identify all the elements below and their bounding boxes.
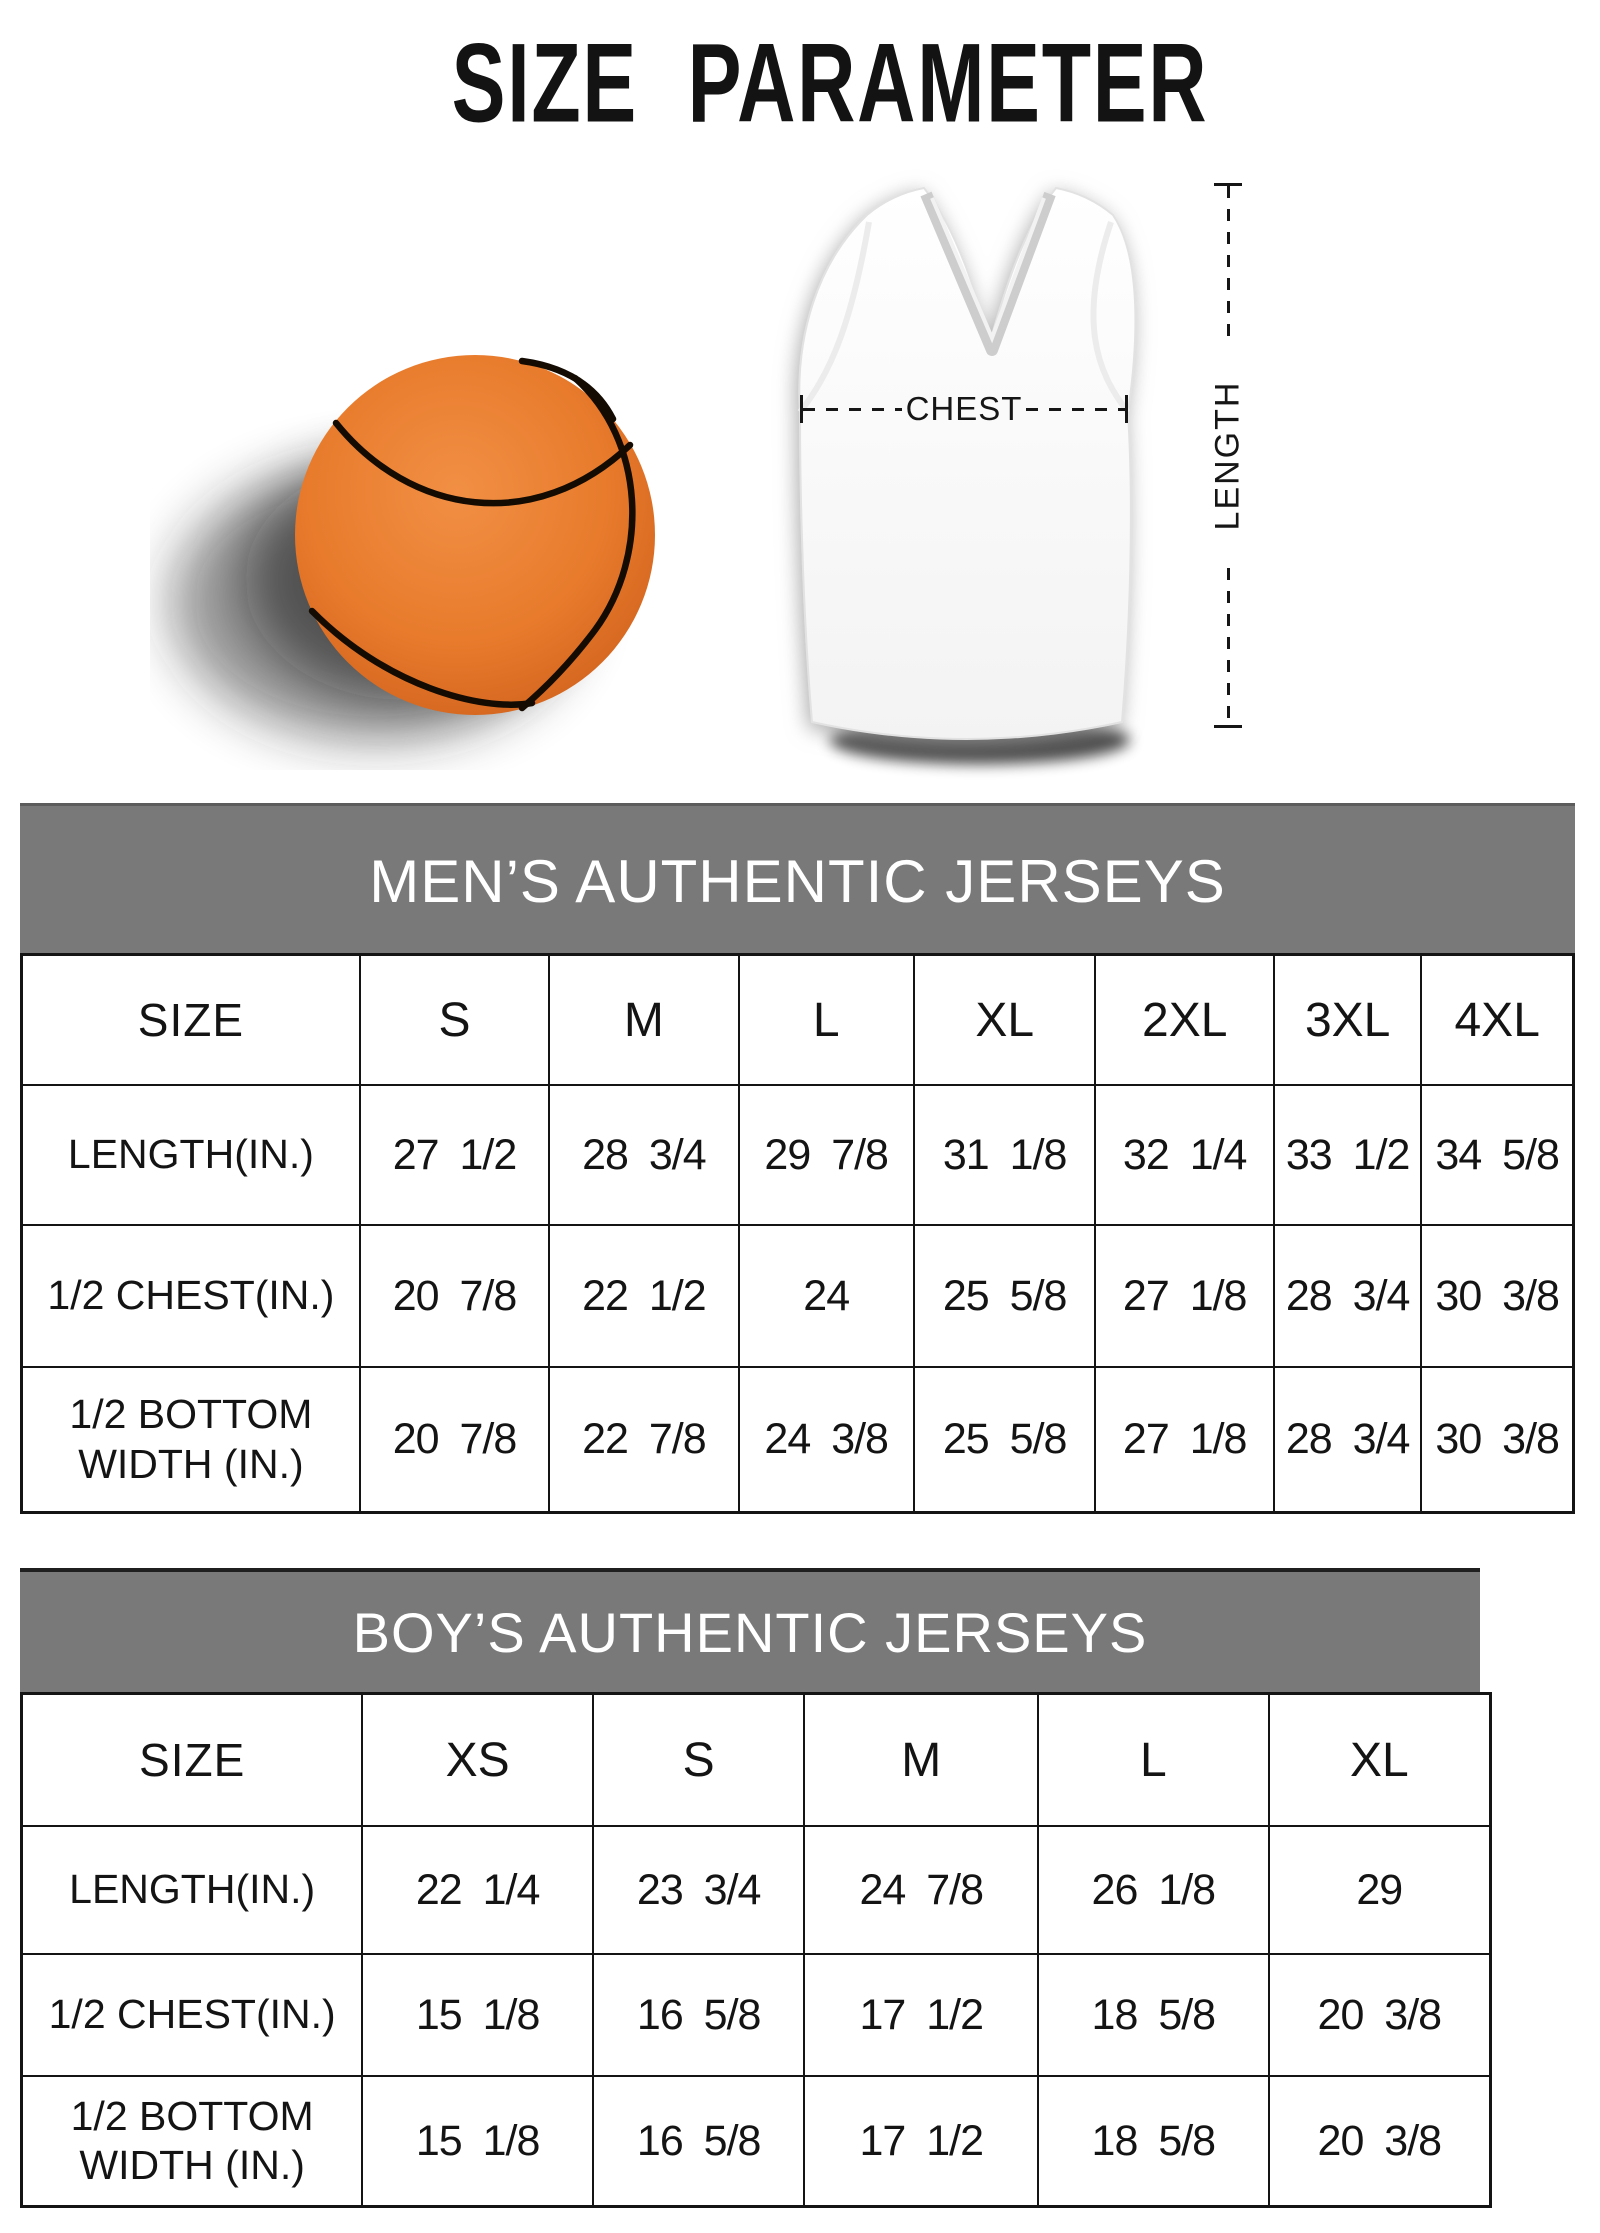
boys-size-table — [20, 1692, 1492, 2208]
mens-size-l: L — [739, 955, 914, 1086]
mens-length-row — [22, 1085, 1574, 1225]
value-cell: 29 — [1269, 1826, 1491, 1954]
chest-measure-line — [800, 390, 1128, 427]
value-cell: 17 1/2 — [804, 2076, 1038, 2207]
chest-tick-right — [1125, 395, 1128, 423]
value-cell: 25 5/8 — [914, 1367, 1096, 1513]
value-cell: 27 1/8 — [1095, 1225, 1273, 1367]
value-cell: 23 3/4 — [593, 1826, 805, 1954]
value-cell: 16 5/8 — [593, 1954, 805, 2076]
value-cell: 22 1/2 — [549, 1225, 738, 1367]
row-label: LENGTH(IN.) — [22, 1826, 363, 1954]
mens-size-s: S — [360, 955, 549, 1086]
length-tick-bottom — [1214, 725, 1242, 728]
value-cell: 25 5/8 — [914, 1225, 1096, 1367]
value-cell: 34 5/8 — [1421, 1085, 1573, 1225]
value-cell: 24 3/8 — [739, 1367, 914, 1513]
value-cell: 20 7/8 — [360, 1225, 549, 1367]
mens-size-table — [20, 953, 1575, 1514]
value-cell: 15 1/8 — [362, 2076, 593, 2207]
boys-size-m: M — [804, 1694, 1038, 1827]
boys-size-xs: XS — [362, 1694, 593, 1827]
row-label: 1/2 CHEST(IN.) — [22, 1225, 360, 1367]
value-cell: 22 7/8 — [549, 1367, 738, 1513]
boys-size-xl: XL — [1269, 1694, 1491, 1827]
mens-size-m: M — [549, 955, 738, 1086]
value-cell: 24 7/8 — [804, 1826, 1038, 1954]
boys-bottom-row — [22, 2076, 1491, 2207]
row-label: 1/2 BOTTOM WIDTH (IN.) — [22, 2076, 363, 2207]
value-cell: 28 3/4 — [549, 1085, 738, 1225]
value-cell: 17 1/2 — [804, 1954, 1038, 2076]
value-cell: 15 1/8 — [362, 1954, 593, 2076]
mens-bottom-row — [22, 1367, 1574, 1513]
boys-size-header: SIZE — [22, 1694, 363, 1827]
boys-size-header-row — [22, 1694, 1491, 1827]
value-cell: 30 3/8 — [1421, 1225, 1573, 1367]
chest-dashes-left — [803, 408, 902, 411]
value-cell: 33 1/2 — [1274, 1085, 1421, 1225]
length-dashes-top — [1227, 186, 1230, 343]
value-cell: 29 7/8 — [739, 1085, 914, 1225]
boys-header-band — [20, 1568, 1480, 1696]
boys-length-row — [22, 1826, 1491, 1954]
value-cell: 30 3/8 — [1421, 1367, 1573, 1513]
boys-size-l: L — [1038, 1694, 1269, 1827]
value-cell: 18 5/8 — [1038, 1954, 1269, 2076]
value-cell: 24 — [739, 1225, 914, 1367]
mens-size-header: SIZE — [22, 955, 360, 1086]
mens-size-3xl: 3XL — [1274, 955, 1421, 1086]
value-cell: 27 1/2 — [360, 1085, 549, 1225]
length-dashes-bottom — [1227, 568, 1230, 725]
value-cell: 26 1/8 — [1038, 1826, 1269, 1954]
value-cell: 28 3/4 — [1274, 1367, 1421, 1513]
mens-table-title: MEN’S AUTHENTIC JERSEYS — [369, 847, 1226, 915]
mens-size-xl: XL — [914, 955, 1096, 1086]
value-cell: 31 1/8 — [914, 1085, 1096, 1225]
boys-table-title: BOY’S AUTHENTIC JERSEYS — [352, 1600, 1148, 1664]
chest-label: CHEST — [905, 390, 1023, 427]
mens-size-4xl: 4XL — [1421, 955, 1573, 1086]
mens-header-band — [20, 803, 1575, 957]
mens-size-header-row — [22, 955, 1574, 1086]
value-cell: 27 1/8 — [1095, 1367, 1273, 1513]
mens-size-2xl: 2XL — [1095, 955, 1273, 1086]
page-title: SIZE PARAMETER — [451, 21, 1209, 147]
row-label: 1/2 CHEST(IN.) — [22, 1954, 363, 2076]
jersey-body — [799, 188, 1135, 739]
row-label: LENGTH(IN.) — [22, 1085, 360, 1225]
value-cell: 18 5/8 — [1038, 2076, 1269, 2207]
value-cell: 20 7/8 — [360, 1367, 549, 1513]
boys-size-s: S — [593, 1694, 805, 1827]
value-cell: 20 3/8 — [1269, 2076, 1491, 2207]
value-cell: 20 3/8 — [1269, 1954, 1491, 2076]
value-cell: 32 1/4 — [1095, 1085, 1273, 1225]
mens-chest-row — [22, 1225, 1574, 1367]
value-cell: 16 5/8 — [593, 2076, 805, 2207]
length-label-wrap — [1153, 343, 1303, 568]
boys-chest-row — [22, 1954, 1491, 2076]
basketball-icon — [150, 330, 770, 770]
jersey-image — [770, 160, 1210, 780]
value-cell: 28 3/4 — [1274, 1225, 1421, 1367]
length-label: LENGTH — [1208, 380, 1247, 531]
value-cell: 22 1/4 — [362, 1826, 593, 1954]
row-label: 1/2 BOTTOM WIDTH (IN.) — [22, 1367, 360, 1513]
chest-dashes-right — [1026, 408, 1125, 411]
length-measure-line — [1208, 183, 1247, 728]
